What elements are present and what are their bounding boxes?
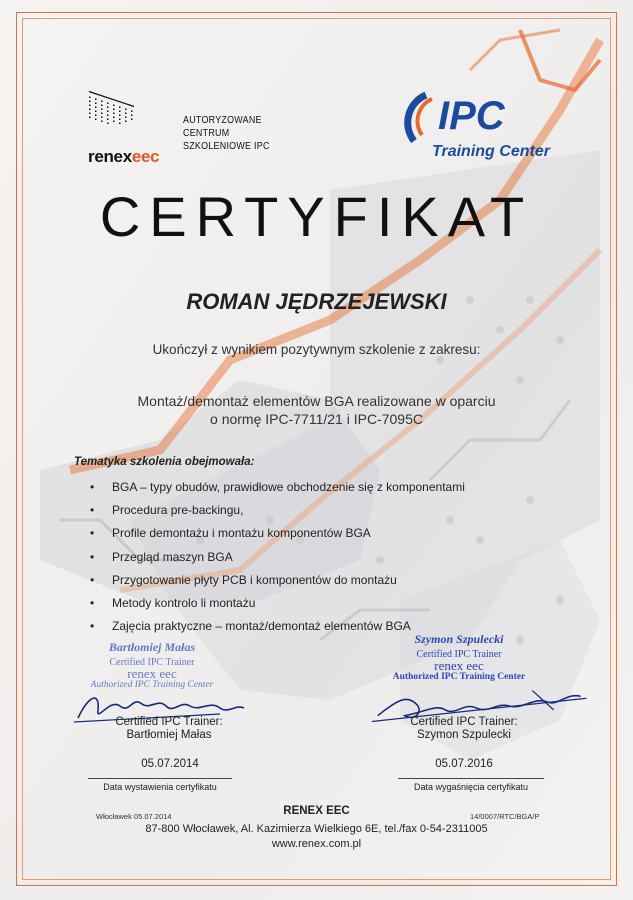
trainer-name: Bartłomiej Małas bbox=[126, 729, 212, 741]
renex-tagline-line2: CENTRUM bbox=[183, 127, 230, 139]
recipient-name: ROMAN JĘDRZEJEWSKI bbox=[186, 289, 447, 314]
trainer-right bbox=[384, 716, 544, 742]
trainer-left bbox=[74, 716, 264, 742]
expiry-date-rule bbox=[398, 778, 544, 779]
stamp-company: renex eec bbox=[434, 658, 484, 673]
issue-date-rule bbox=[88, 778, 232, 779]
certificate-number: 14/0007/RTC/BGA/P bbox=[470, 812, 540, 821]
footer-company: RENEX EEC bbox=[283, 805, 350, 817]
renex-wordmark: renexeec bbox=[88, 147, 160, 166]
list-item: • Zajęcia praktyczne – montaż/demontaż elementów BGA bbox=[90, 615, 465, 638]
renex-tagline-line3: SZKOLENIOWE IPC bbox=[183, 140, 270, 152]
stamp-certified: Certified IPC Trainer bbox=[109, 657, 195, 668]
stamp-company: renex eec bbox=[127, 666, 177, 681]
stamp-name: Bartłomiej Małas bbox=[108, 640, 196, 654]
certificate-title: CERTYFIKAT bbox=[99, 185, 534, 248]
topics-heading: Tematyka szkolenia obejmowała: bbox=[74, 456, 255, 468]
list-item: • Przegląd maszyn BGA bbox=[90, 546, 465, 569]
list-item: • BGA – typy obudów, prawidłowe obchodzenie się z komponentami bbox=[90, 476, 465, 499]
course-description bbox=[0, 392, 633, 428]
topics-list bbox=[90, 476, 465, 638]
issue-date: 05.07.2014 bbox=[141, 758, 199, 770]
footer-address: 87-800 Włocławek, Al. Kazimierza Wielkiego 6E, tel./fax 0-54-2311005 bbox=[145, 823, 488, 835]
expiry-date: 05.07.2016 bbox=[435, 758, 493, 770]
expiry-date-caption: Data wygaśnięcia certyfikatu bbox=[413, 782, 529, 792]
list-item: • Metody kontrolo li montażu bbox=[90, 592, 465, 615]
stamp-authorized: Authorized IPC Training Center bbox=[90, 680, 214, 690]
renex-building-logo bbox=[88, 76, 183, 146]
trainer-stamp-right bbox=[384, 632, 534, 682]
stamp-name: Szymon Szpulecki bbox=[414, 632, 504, 646]
issue-place-date: Włocławek 05.07.2014 bbox=[96, 812, 172, 821]
list-item: • Przygotowanie płyty PCB i komponentów do montażu bbox=[90, 569, 465, 592]
footer-website: www.renex.com.pl bbox=[271, 838, 362, 850]
renex-tagline-line1: AUTORYZOWANE bbox=[183, 114, 262, 126]
trainer-stamp-left bbox=[72, 640, 232, 690]
renex-tagline bbox=[183, 114, 270, 153]
trainer-label: Certified IPC Trainer: bbox=[410, 716, 518, 728]
ipc-subtitle: Training Center bbox=[432, 143, 550, 160]
list-item: • Procedura pre-backingu, bbox=[90, 499, 465, 522]
stamp-certified: Certified IPC Trainer bbox=[416, 649, 502, 660]
course-line-2: o normę IPC-7711/21 i IPC-7095C bbox=[210, 411, 423, 427]
list-item: • Profile demontażu i montażu komponentów BGA bbox=[90, 522, 465, 545]
ipc-brand-text: IPC bbox=[438, 94, 505, 138]
issue-date-caption: Data wystawienia certyfikatu bbox=[103, 782, 217, 792]
trainer-name: Szymon Szpulecki bbox=[417, 729, 511, 741]
completion-text: Ukończył z wynikiem pozytywnym szkolenie z zakresu: bbox=[152, 342, 481, 357]
stamp-authorized: Authorized IPC Training Center bbox=[392, 672, 526, 682]
course-line-1: Montaż/demontaż elementów BGA realizowane w oparciu bbox=[137, 393, 496, 409]
trainer-label: Certified IPC Trainer: bbox=[115, 716, 223, 728]
